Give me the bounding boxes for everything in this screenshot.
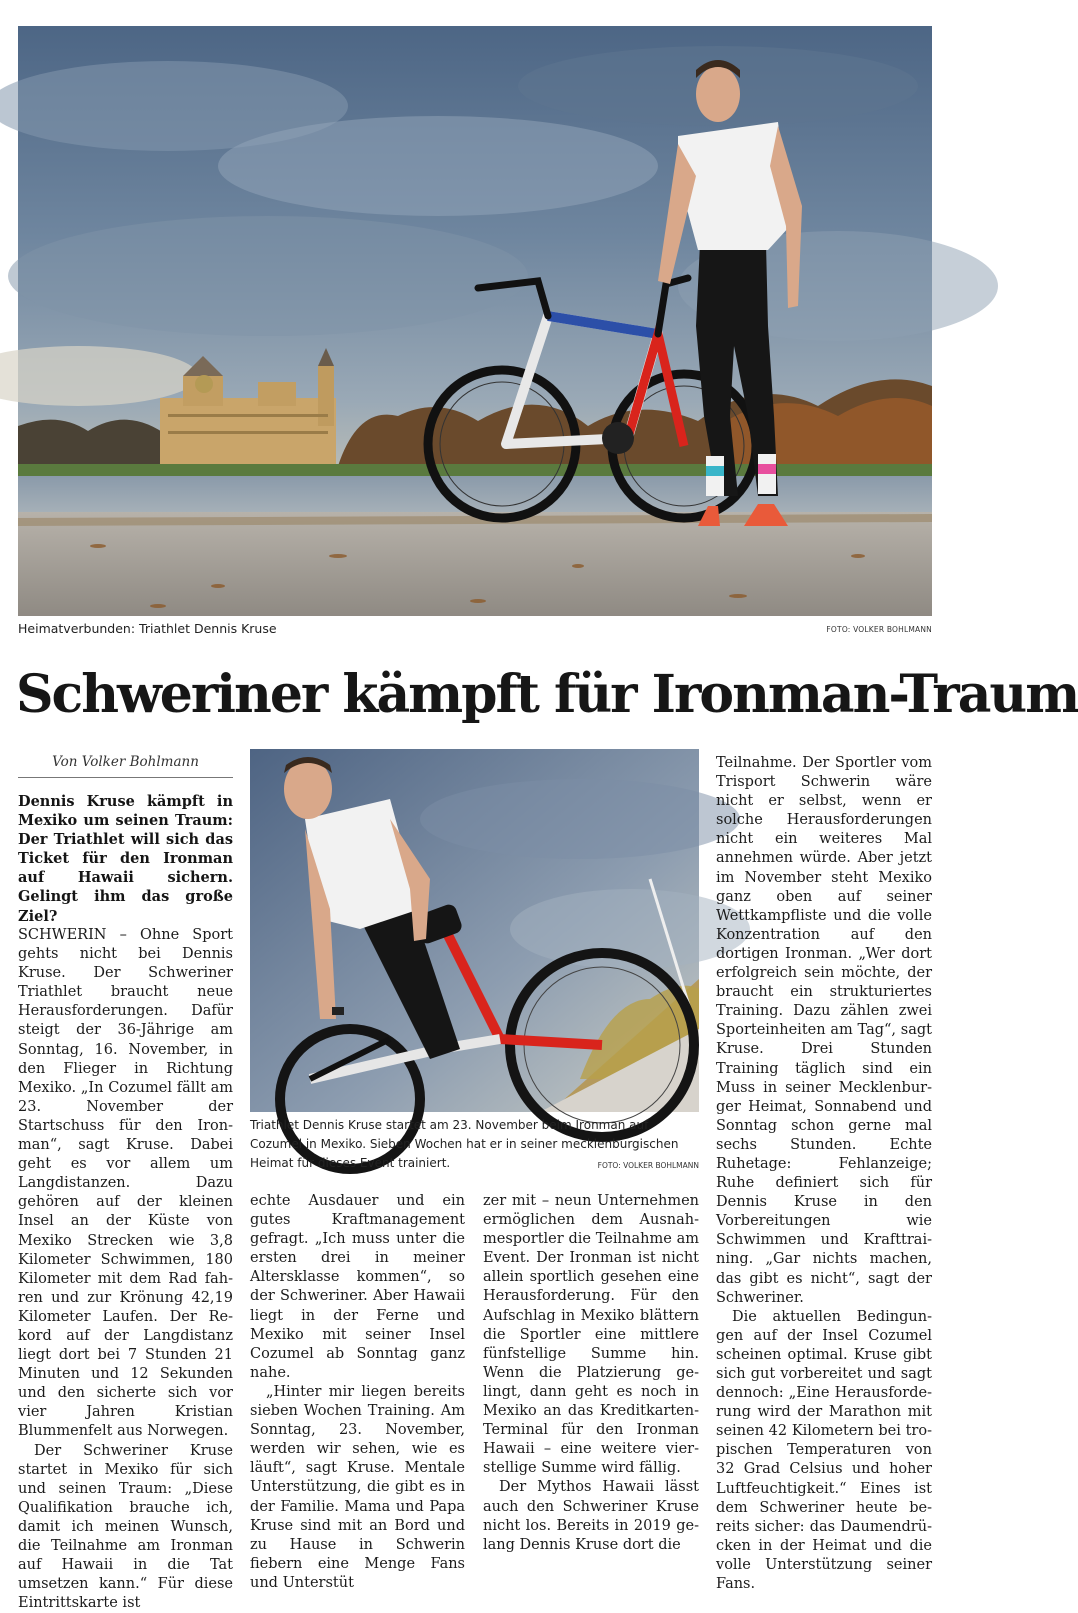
hero-caption-row <box>18 621 932 639</box>
byline-divider <box>18 777 233 778</box>
body-paragraph: Der Schweriner Kruse startet in Mexiko für sich und seinen Traum: „Diese Qualifikation brauche ich, damit ich meinen Wunsch, die Teilnahme am Ironman auf Hawaii in die Tat umsetzen kann.“ Für diese Eintrittskarte ist <box>18 1442 233 1612</box>
hero-photo <box>18 26 932 616</box>
body-paragraph: zer mit – neun Unternehmen ermöglichen dem Ausnahmesportler die Teilnahme am Event. Der Ironman ist nicht allein sportlich gesehen eine Herausforderung. Für den Aufschlag in Mexiko blättern die Sportler eine mittlere fünfstellige Summe hin. Wenn die Platzierung gelingt, dann geht es noch in Mexiko an das Kreditkarten-Terminal für den Ironman Hawaii – eine weitere vierstellige Summe wird fällig. <box>483 1193 699 1477</box>
article-headline: Schweriner kämpft für Ironman-Traum <box>16 664 1078 725</box>
article-column-1 <box>18 926 233 1613</box>
inset-photo <box>250 749 699 1112</box>
hero-photo-illustration <box>18 26 932 616</box>
body-paragraph: Der Mythos Hawaii lässt auch den Schweriner Kruse nicht los. Bereits in 2019 gelang Dennis Kruse dort die <box>483 1479 699 1553</box>
inset-photo-credit: FOTO: VOLKER BOHLMANN <box>597 1161 699 1170</box>
article-column-4 <box>716 754 932 1594</box>
hero-photo-credit: FOTO: VOLKER BOHLMANN <box>826 625 932 634</box>
inset-photo-caption: Triathlet Dennis Kruse startet am 23. November beim Ironman auf Cozumel in Mexiko. Sieben Wochen hat er in seiner mecklenburgischen Heimat für dieses Event trainiert. <box>250 1118 679 1170</box>
body-paragraph: echte Ausdauer und ein gutes Kraftmanagement gefragt. „Ich muss unter die ersten drei in meiner Altersklasse kommen“, so der Schweriner. Aber Hawaii liegt in der Ferne und Mexiko mit seiner Insel Cozumel ab Sonntag ganz nahe. <box>250 1193 465 1381</box>
article-column-2 <box>250 1192 465 1593</box>
byline: Von Volker Bohlmann <box>52 754 199 770</box>
inset-photo-illustration <box>250 749 699 1112</box>
body-paragraph: „Hinter mir liegen bereits sieben Wochen Training. Am Sonntag, 23. November, werden wir sehen, wie es läuft“, sagt Kruse. Mentale Unterstützung, die gibt es in der Familie. Mama und Papa Kruse sind mit an Bord und zu Hause in Schwerin fiebern eine Menge Fans und Unterstüt <box>250 1383 465 1591</box>
body-paragraph: Die aktuellen Bedingungen auf der Insel Cozumel scheinen optimal. Kruse gibt sich gut vorbereitet und sagt dennoch: „Eine Herausforderung wird der Marathon mit seinen 42 Kilometern bei tropischen Temperaturen von 32 Grad Celsius und hoher Luftfeuchtigkeit.“ Eines ist dem Schweriner heute bereits sicher: das Daumendrücken in der Heimat und die volle Unterstützung seiner Fans. <box>716 1308 932 1593</box>
hero-photo-caption: Heimatverbunden: Triathlet Dennis Kruse <box>18 621 277 636</box>
body-paragraph: SCHWERIN – Ohne Sport gehts nicht bei Dennis Kruse. Der Schweriner Triathlet braucht neue Herausforderungen. Dafür steigt der 36-Jährige am Sonntag, 16. November, in den Flieger in Richtung Mexiko. „In Cozumel fällt am 23. November der Startschuss für den Ironman“, sagt Kruse. Dabei geht es vor allem um Langdistanzen. Dazu gehören auf der kleinen Insel an der Küste von Mexiko Strecken wie 3,8 Kilometer Schwimmen, 180 Kilometer mit dem Rad fahren und zur Krönung 42,19 Kilometer Laufen. Der Rekord auf der Langdistanz liegt dort bei 7 Stunden 21 Minuten und 12 Sekunden und den sicherte sich vor vier Jahren Kristian Blummenfelt aus Norwegen. <box>18 927 233 1440</box>
article-teaser: Dennis Kruse kämpft in Mexiko um seinen Traum: Der Triathlet will sich das Ticket für den Ironman auf Hawaii sichern. Gelingt ihm das große Ziel? <box>18 793 233 925</box>
article-column-3 <box>483 1192 699 1555</box>
body-paragraph: Teilnahme. Der Sportler vom Trisport Schwerin wäre nicht er selbst, wenn er solche Herausforderungen nicht ein weiteres Mal annehmen würde. Aber jetzt im November steht Mexiko ganz oben auf seiner Wettkampfliste und die volle Konzentration auf den dortigen Ironman. „Wer dort erfolgreich sein möchte, der braucht ein strukturiertes Training. Dazu zählen zwei Sporteinheiten am Tag“, sagt Kruse. Drei Stunden Training täglich sind ein Muss in seiner Mecklenburger Heimat, Sonnabend und Sonntag schon gerne mal sechs Stunden. Echte Ruhetage: Fehlanzeige; Ruhe definiert sich für Dennis Kruse in den Vorbereitungen wie Schwimmen und Krafttraining. „Gar nichts machen, das gibt es nicht“, sagt der Schweriner. <box>716 755 932 1306</box>
